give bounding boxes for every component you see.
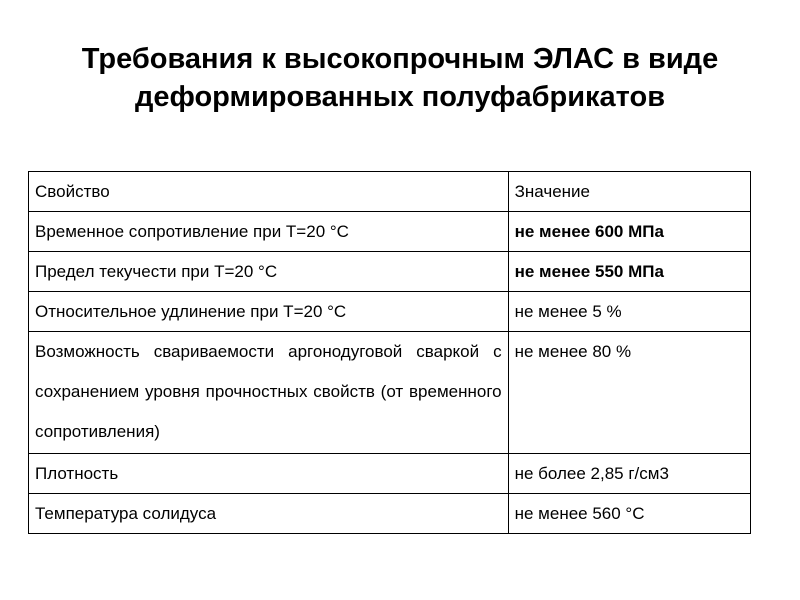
value-cell: не менее 80 % — [508, 332, 750, 454]
property-cell: Предел текучести при Т=20 °С — [29, 252, 509, 292]
page-title: Требования к высокопрочным ЭЛАС в виде деформированных полуфабрикатов — [81, 43, 719, 113]
property-cell: Плотность — [29, 454, 509, 494]
table-row — [29, 494, 751, 534]
property-cell: Температура солидуса — [29, 494, 509, 534]
table-row — [29, 332, 751, 454]
header-value: Значение — [508, 172, 750, 212]
table-row — [29, 212, 751, 252]
property-cell: Временное сопротивление при Т=20 °С — [29, 212, 509, 252]
value-cell: не менее 600 МПа — [508, 212, 750, 252]
property-cell: Относительное удлинение при Т=20 °С — [29, 292, 509, 332]
property-cell: Возможность свариваемости аргонодуговой сваркой с сохранением уровня прочностных свойств (от временного сопротивления) — [29, 332, 509, 454]
properties-table — [28, 171, 751, 534]
table-row — [29, 454, 751, 494]
table-row — [29, 292, 751, 332]
header-property: Свойство — [29, 172, 509, 212]
value-cell: не более 2,85 г/см3 — [508, 454, 750, 494]
value-cell: не менее 550 МПа — [508, 252, 750, 292]
table-row — [29, 252, 751, 292]
value-cell: не менее 5 % — [508, 292, 750, 332]
table-header-row — [29, 172, 751, 212]
value-cell: не менее 560 °С — [508, 494, 750, 534]
